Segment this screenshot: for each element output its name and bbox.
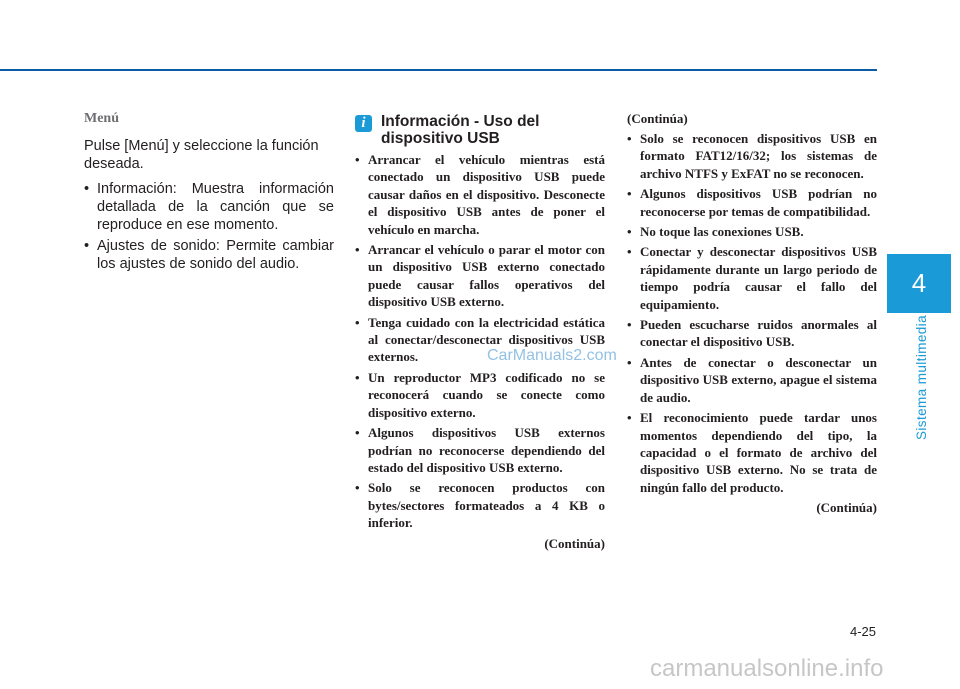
chapter-title: Sistema multimedia	[914, 315, 929, 440]
menu-section	[84, 110, 334, 276]
usb-info-item: • El reconocimiento puede tardar unos momentos dependiendo del tipo, la capacidad o el formato de archivo del dispositivo USB externo. No se trata de ningún fallo del producto.	[627, 409, 877, 496]
header-rule	[0, 69, 877, 71]
usb-info-item: • Algunos dispositivos USB podrían no reconocerse por temas de compatibilidad.	[627, 185, 877, 220]
usb-info-item: • Solo se reconocen dispositivos USB en formato FAT12/16/32; los sistemas de archivo NTFS y ExFAT no se reconocen.	[627, 130, 877, 182]
usb-info-item: • Conectar y desconectar dispositivos USB rápidamente durante un largo periodo de tiempo podría causar el fallo del equipamiento.	[627, 243, 877, 313]
usb-info-item: • Algunos dispositivos USB externos podrían no reconocerse dependiendo del estado del dispositivo USB externo.	[355, 424, 605, 476]
chapter-title-vertical	[898, 315, 929, 470]
usb-info-item: • Pueden escucharse ruidos anormales al conectar el dispositivo USB.	[627, 316, 877, 351]
continued-label: (Continúa)	[544, 535, 605, 551]
usb-info-continued-list	[627, 130, 877, 496]
usb-info-list	[355, 151, 605, 532]
usb-info-item: • No toque las conexiones USB.	[627, 223, 877, 240]
info-title: Información - Uso del dispositivo USB	[381, 113, 540, 147]
chapter-number: 4	[911, 268, 927, 298]
continued-label: (Continúa)	[816, 500, 877, 516]
usb-info-item: • Tenga cuidado con la electricidad estática al conectar/desconectar dispositivos USB externos.	[355, 314, 605, 366]
info-header	[355, 113, 605, 147]
menu-heading: Menú	[84, 111, 119, 126]
usb-info-item: • Arrancar el vehículo o parar el motor con un dispositivo USB externo conectado puede causar fallos operativos del dispositivo USB externo.	[355, 241, 605, 311]
usb-info-section	[355, 113, 605, 552]
info-icon: i	[355, 115, 372, 132]
chapter-number-tab	[887, 254, 951, 313]
menu-option-item: • Ajustes de sonido: Permite cambiar los ajustes de sonido del audio.	[84, 237, 334, 273]
menu-intro: Pulse [Menú] y seleccione la función deseada.	[84, 138, 319, 172]
menu-option-item: • Información: Muestra información detallada de la canción que se reproduce en ese momento.	[84, 180, 334, 234]
usb-info-item: • Arrancar el vehículo mientras está conectado un dispositivo USB puede causar daños en el dispositivo. Desconecte el dispositivo USB antes de poner el vehículo en marcha.	[355, 151, 605, 238]
usb-info-item: • Antes de conectar o desconectar un dispositivo USB externo, apague el sistema de audio.	[627, 354, 877, 406]
usb-info-item: • Un reproductor MP3 codificado no se reconocerá cuando se conecte como dispositivo externo.	[355, 369, 605, 421]
watermark-text: CarManuals2.com	[487, 347, 617, 364]
usb-info-item: • Solo se reconocen productos con bytes/sectores formateados a 4 KB o inferior.	[355, 479, 605, 531]
watermark-text: carmanualsonline.info	[650, 655, 884, 682]
continued-heading: (Continúa)	[627, 111, 688, 126]
usb-info-continued-section	[627, 110, 877, 516]
page-number: 4-25	[849, 624, 876, 639]
menu-options-list	[84, 180, 334, 273]
